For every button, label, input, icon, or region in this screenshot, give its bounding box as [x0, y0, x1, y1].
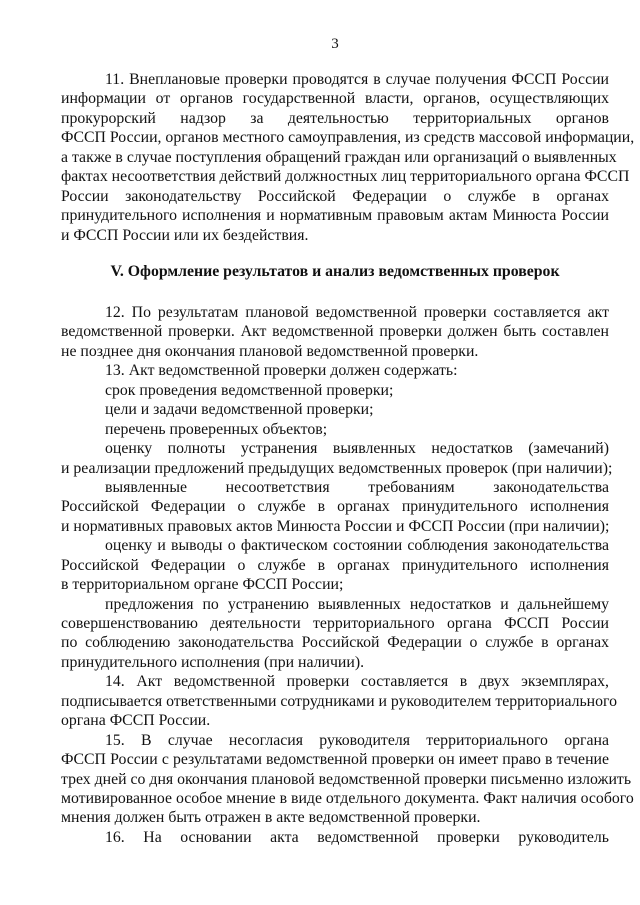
text-line: и реализации предложений предыдущих ведомственных проверок (при наличии);	[61, 459, 613, 477]
text-line: 15. В случае несогласия руководителя территориального органа	[105, 731, 609, 749]
text-line: фактах несоответствия действий должностных лиц территориального органа ФССП	[61, 168, 630, 186]
list-item: цели и задачи ведомственной проверки;	[105, 401, 374, 419]
list-item: оценку полноты устранения выявленных недостатков (замечаний)	[105, 440, 609, 458]
paragraph-11	[61, 70, 635, 245]
text-line: в территориальном органе ФССП России;	[61, 576, 344, 594]
list-item: оценку и выводы о фактическом состоянии соблюдения законодательства	[105, 537, 609, 555]
text-line: ведомственной проверки. Акт ведомственной проверки должен быть составлен	[61, 323, 609, 341]
text-line: мнения должен быть отражен в акте ведомственной проверки.	[61, 809, 481, 827]
text-line: подписывается ответственными сотрудниками и руководителем территориального	[61, 692, 618, 710]
text-line: а также в случае поступления обращений граждан или организаций о выявленных	[61, 148, 617, 166]
text-line: трех дней со дня окончания плановой ведомственной проверки письменно изложить	[61, 770, 632, 788]
text-line: России законодательству Российской Федерации о службе в органах	[61, 187, 609, 205]
text-line: Российской Федерации о службе в органах принудительного исполнения	[61, 498, 609, 516]
text-line: органа ФССП России.	[61, 712, 211, 730]
text-line: совершенствованию деятельности территориального органа ФССП России	[61, 615, 609, 632]
text-line: принудительного исполнения (при наличии).	[61, 653, 365, 671]
text-line: мотивированное особое мнение в виде отдельного документа. Факт наличия особого	[61, 789, 634, 807]
text-line: ФССП России, органов местного самоуправления, из средств массовой информации,	[61, 129, 635, 147]
text-line: ФССП России с результатами ведомственной проверки он имеет право в течение	[61, 751, 609, 769]
text-line: принудительного исполнения и нормативным правовым актам Минюста России	[61, 207, 609, 225]
text-line: 11. Внеплановые проверки проводятся в случае получения ФССП России	[105, 71, 609, 88]
text-line: 14. Акт ведомственной проверки составляется в двух экземплярах,	[105, 673, 609, 691]
list-item: перечень проверенных объектов;	[105, 420, 328, 438]
text-line: не позднее дня окончания плановой ведомственной проверки.	[61, 342, 479, 360]
list-item: выявленные несоответствия требованиям законодательства	[105, 478, 609, 496]
text-line: информации от органов государственной власти, органов, осуществляющих	[61, 90, 609, 108]
text-line: прокурорский надзор за деятельностью территориальных органов	[61, 109, 609, 127]
text-line: Российской Федерации о службе в органах принудительного исполнения	[61, 556, 609, 574]
text-line: по соблюдению законодательства Российской Федерации о службе в органах	[61, 634, 609, 652]
section-body	[61, 303, 634, 847]
text-line: и нормативных правовых актов Минюста России и ФССП России (при наличии);	[61, 517, 610, 535]
text-line: 13. Акт ведомственной проверки должен содержать:	[105, 362, 458, 380]
page-number: 3	[331, 36, 339, 52]
text-line: 16. На основании акта ведомственной проверки руководитель	[105, 828, 609, 846]
list-item: срок проведения ведомственной проверки;	[105, 381, 394, 399]
list-item: предложения по устранению выявленных недостатков и дальнейшему	[105, 595, 609, 613]
text-line: и ФССП России или их бездействия.	[61, 226, 309, 244]
text-line: 12. По результатам плановой ведомственной проверки составляется акт	[105, 304, 609, 321]
section-heading: V. Оформление результатов и анализ ведомственных проверок	[110, 263, 560, 280]
